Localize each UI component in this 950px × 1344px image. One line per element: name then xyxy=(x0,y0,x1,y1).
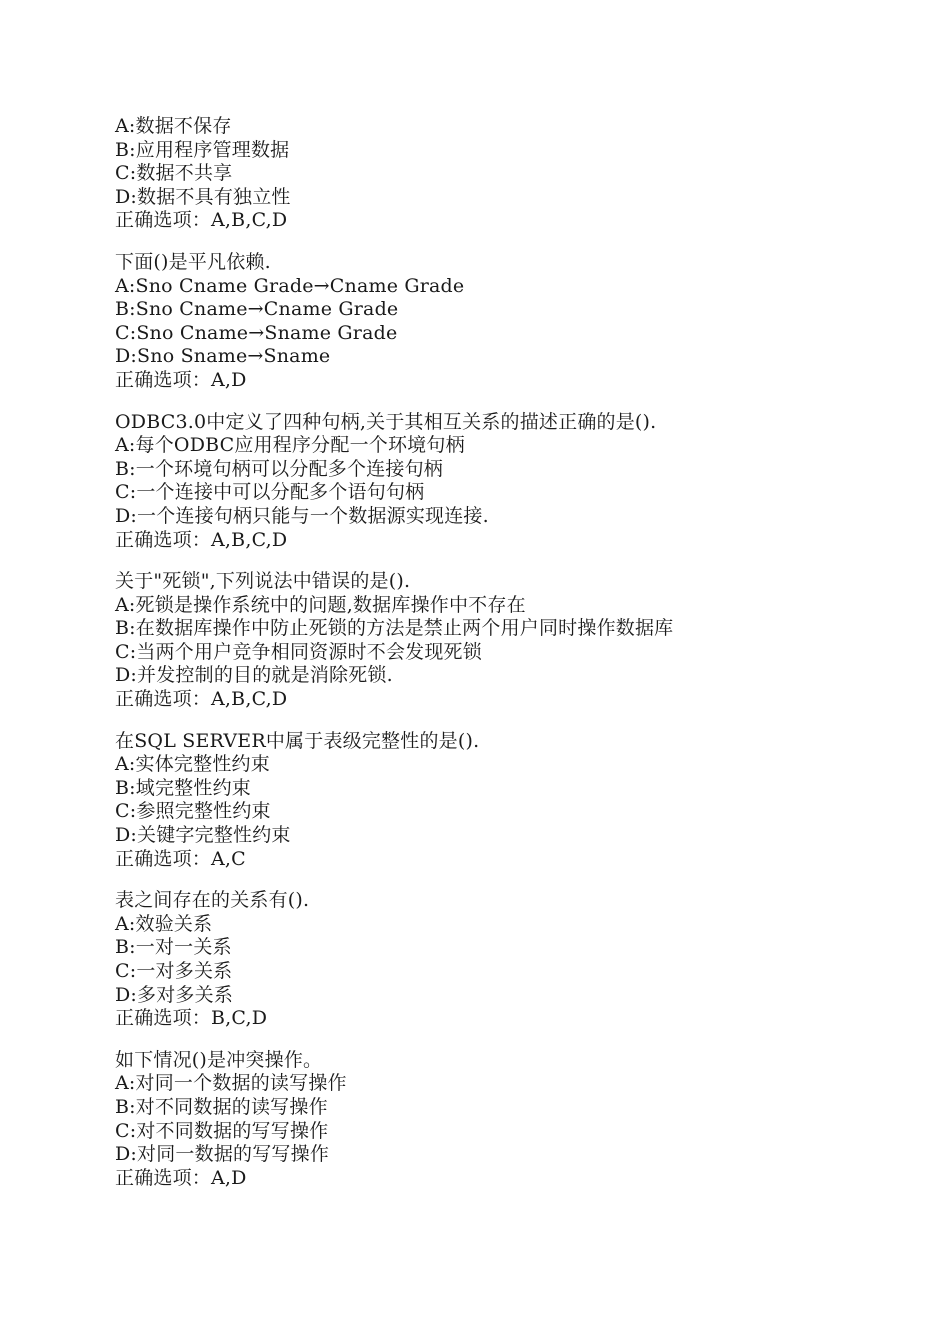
question-text: 如下情况()是冲突操作。 xyxy=(115,1048,323,1071)
option-c: C:Sno Cname→Sname Grade xyxy=(115,321,398,344)
question-block xyxy=(115,730,895,872)
option-b: B:一个环境句柄可以分配多个连接句柄 xyxy=(115,457,443,480)
option-d: D:一个连接句柄只能与一个数据源实现连接. xyxy=(115,504,489,527)
question-text: 在SQL SERVER中属于表级完整性的是(). xyxy=(115,729,480,752)
answer-line: 正确选项：A,D xyxy=(115,368,247,391)
answer-line: 正确选项：A,C xyxy=(115,847,246,870)
question-block xyxy=(115,115,895,233)
option-a: A:实体完整性约束 xyxy=(115,753,270,776)
option-d: D:Sno Sname→Sname xyxy=(115,345,331,368)
question-block xyxy=(115,251,895,393)
answer-line: 正确选项：A,B,C,D xyxy=(115,209,288,232)
option-a: A:死锁是操作系统中的问题,数据库操作中不存在 xyxy=(115,593,526,616)
option-d: D:多对多关系 xyxy=(115,983,234,1006)
question-block xyxy=(115,570,895,712)
option-b: B:对不同数据的读写操作 xyxy=(115,1095,328,1118)
option-d: D:并发控制的目的就是消除死锁. xyxy=(115,664,393,687)
option-c: C:一对多关系 xyxy=(115,960,233,982)
question-text: 下面()是平凡依赖. xyxy=(115,250,271,273)
option-b: B:一对一关系 xyxy=(115,936,232,959)
option-c: C:对不同数据的写写操作 xyxy=(115,1119,329,1142)
option-b: B:在数据库操作中防止死锁的方法是禁止两个用户同时操作数据库 xyxy=(115,617,674,640)
option-a: A:对同一个数据的读写操作 xyxy=(115,1072,347,1095)
option-a: A:Sno Cname Grade→Cname Grade xyxy=(115,274,465,297)
question-block xyxy=(115,1049,895,1191)
answer-line: 正确选项：B,C,D xyxy=(115,1007,268,1030)
question-text: 表之间存在的关系有(). xyxy=(115,889,310,912)
document-page xyxy=(115,115,895,1208)
option-d: D:数据不具有独立性 xyxy=(115,185,291,208)
option-b: B:域完整性约束 xyxy=(115,776,251,799)
option-b: B:Sno Cname→Cname Grade xyxy=(115,298,399,321)
question-block xyxy=(115,411,895,553)
question-block xyxy=(115,889,895,1031)
option-a: A:每个ODBC应用程序分配一个环境句柄 xyxy=(115,434,465,457)
answer-line: 正确选项：A,B,C,D xyxy=(115,528,288,551)
option-c: C:参照完整性约束 xyxy=(115,800,271,823)
question-text: ODBC3.0中定义了四种句柄,关于其相互关系的描述正确的是(). xyxy=(115,410,657,433)
option-d: D:关键字完整性约束 xyxy=(115,824,291,847)
option-a: A:数据不保存 xyxy=(115,115,232,137)
option-d: D:对同一数据的写写操作 xyxy=(115,1143,330,1166)
option-c: C:当两个用户竞争相同资源时不会发现死锁 xyxy=(115,640,482,663)
option-b: B:应用程序管理数据 xyxy=(115,138,290,161)
option-c: C:数据不共享 xyxy=(115,162,233,185)
answer-line: 正确选项：A,B,C,D xyxy=(115,688,288,711)
option-a: A:效验关系 xyxy=(115,912,213,935)
option-c: C:一个连接中可以分配多个语句句柄 xyxy=(115,481,425,504)
answer-line: 正确选项：A,D xyxy=(115,1166,247,1189)
question-text: 关于"死锁",下列说法中错误的是(). xyxy=(115,570,411,593)
